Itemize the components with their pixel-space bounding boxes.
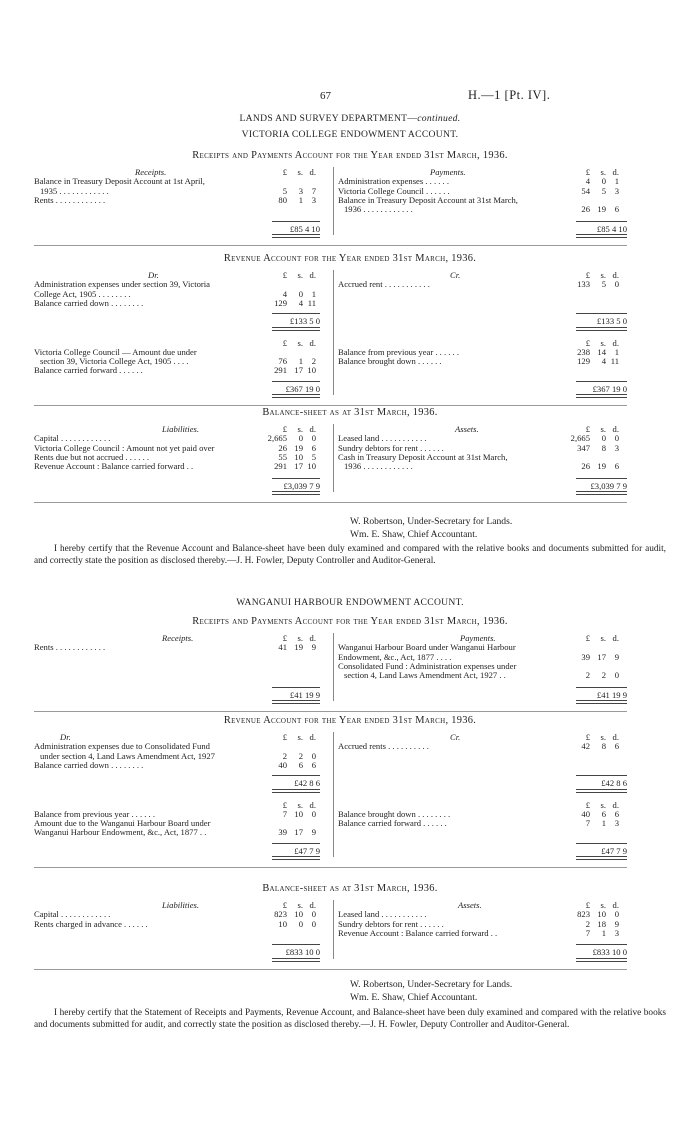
wanganui-rev-a-left-total: £42 8 6	[294, 778, 320, 789]
victoria-bs-left-row-3-pounds: 291	[274, 461, 287, 472]
victoria-rev-left-b-row-2-pence: 10	[307, 365, 316, 376]
victoria-bs-right-row-1-pounds: 347	[577, 442, 590, 453]
victoria-bs-right-sum-rule	[576, 478, 627, 479]
victoria-bs-right-row-1-shillings: 8	[601, 442, 606, 453]
wanganui-rev-left-b-row-0-pence: 0	[311, 808, 316, 819]
wanganui-bs-right-row-0-pounds: 823	[577, 909, 590, 920]
victoria-rp-right-row-1-shillings: 5	[601, 185, 606, 196]
wanganui-rp-right-heading: Payments.	[460, 633, 496, 643]
victoria-rev-divider	[333, 270, 334, 395]
victoria-rp-left-row-1-pence: 7	[311, 185, 316, 196]
wanganui-rev-left-a-row-2-pounds: 40	[278, 759, 287, 770]
victoria-rp-left-sum-rule	[272, 221, 320, 222]
victoria-rev-right-b-row-1-shillings: 4	[601, 356, 606, 367]
victoria-revenue-title: Revenue Account for the Year ended 31st March, 1936.	[223, 253, 477, 264]
victoria-rev-right-col-shillings: s.	[600, 270, 606, 280]
victoria-bs-left-row-3-label: Revenue Account : Balance carried forward . .	[34, 461, 194, 472]
victoria-rev-right-b-row-0-label: Balance from previous year . . . . . .	[338, 346, 459, 357]
wanganui-rp-left-row-0-shillings: 19	[294, 642, 303, 653]
victoria-rev-left-b-row-1-label: section 39, Victoria College Act, 1905 . . . .	[40, 356, 189, 367]
victoria-rp-right-col-pence: d.	[612, 167, 619, 177]
victoria-bs-left-total: £3,039 7 9	[283, 480, 320, 491]
victoria-rp-left-row-2-label: Rents . . . . . . . . . . . .	[34, 194, 106, 205]
victoria-rp-left-row-2-pounds: 80	[278, 194, 287, 205]
wanganui-rev-left-a-row-2-label: Balance carried down . . . . . . . .	[34, 759, 144, 770]
victoria-bs-left-col-pence: d.	[309, 424, 316, 434]
victoria-bs-right-row-1-pence: 3	[614, 442, 619, 453]
wanganui-rev-left-col2-pounds: £	[282, 799, 287, 810]
victoria-rev-left-a-row-1-pence: 1	[311, 288, 316, 299]
wanganui-rev-left-heading: Dr.	[60, 732, 71, 742]
wanganui-bs-right-col-pounds: £	[585, 900, 590, 910]
wanganui-rp-right-row-1-pounds: 39	[581, 651, 590, 662]
victoria-bs-left-row-0-pounds: 2,665	[267, 433, 287, 444]
victoria-bs-right-total-rule	[576, 491, 627, 495]
victoria-rp-right-row-2-label: Balance in Treasury Deposit Account at 31st March,	[338, 194, 518, 205]
victoria-bs-right-row-0-pence: 0	[614, 433, 619, 444]
wanganui-rp-right-total-rule	[576, 700, 627, 704]
victoria-rev-a-left-total-rule	[272, 327, 320, 331]
wanganui-rev-left-col-shillings: s.	[297, 732, 303, 742]
page-number: 67	[320, 90, 331, 102]
wanganui-bs-right-row-1-pounds: 2	[585, 918, 590, 929]
victoria-rp-right-row-0-pence: 1	[614, 176, 619, 187]
wanganui-rev-left-a-row-0-label: Administration expenses due to Consolidated Fund	[34, 741, 210, 752]
wanganui-rp-left-row-0-label: Rents . . . . . . . . . . . .	[34, 642, 106, 653]
wanganui-rev-right-b-row-0-pounds: 40	[581, 808, 590, 819]
victoria-rp-separator	[34, 245, 627, 246]
wanganui-bs-left-total-rule	[272, 958, 320, 962]
wanganui-revenue-title: Revenue Account for the Year ended 31st March, 1936.	[223, 715, 477, 726]
victoria-rev-right-b-row-1-pence: 11	[610, 356, 619, 367]
victoria-audit-certificate: I hereby certify that the Revenue Account and Balance-sheet have been duly examined and compared with the relative books and documents submitted for audit, and correctly state the position as disclosed thereby.—J. H. Fowler, Deputy Controller and Auditor-General.	[34, 544, 666, 567]
victoria-rp-right-row-1-pence: 3	[614, 185, 619, 196]
wanganui-rev-left-b-row-2-pounds: 39	[278, 827, 287, 838]
victoria-bs-right-col-pounds: £	[585, 424, 590, 434]
victoria-bs-left-row-0-label: Capital . . . . . . . . . . . .	[34, 433, 111, 444]
wanganui-bs-right-col-pence: d.	[612, 900, 619, 910]
wanganui-rev-left-a-row-2-shillings: 6	[298, 759, 303, 770]
wanganui-rev-right-a-row-0-label: Accrued rents . . . . . . . . . .	[338, 741, 429, 752]
wanganui-rp-right-col-pence: d.	[612, 633, 619, 643]
wanganui-rp-right-row-1-label: Endowment, &c., Act, 1877 . . . .	[338, 651, 452, 662]
wanganui-rev-right-b-row-0-label: Balance brought down . . . . . . . .	[338, 808, 451, 819]
wanganui-rp-left-heading: Receipts.	[162, 633, 194, 643]
wanganui-rev-b-right-total-rule	[576, 856, 627, 860]
victoria-rev-right-col-pounds: £	[585, 270, 590, 280]
wanganui-rev-left-b-row-0-shillings: 10	[294, 808, 303, 819]
wanganui-rp-right-row-3-pence: 0	[614, 670, 619, 681]
victoria-bs-right-row-1-label: Sundry debtors for rent . . . . . .	[338, 442, 444, 453]
wanganui-rev-left-a-row-1-pounds: 2	[282, 750, 287, 761]
wanganui-rp-right-total: £41 19 9	[596, 689, 627, 700]
victoria-bs-left-row-1-pence: 6	[311, 442, 316, 453]
wanganui-rp-left-total: £41 19 9	[289, 689, 320, 700]
victoria-rev-left-b-row-1-pounds: 76	[278, 356, 287, 367]
wanganui-bs-left-row-1-label: Rents charged in advance . . . . . .	[34, 918, 148, 929]
victoria-rp-right-row-3-pence: 6	[614, 204, 619, 215]
victoria-bs-right-row-2-label: Cash in Treasury Deposit Account at 31st March,	[338, 451, 508, 462]
victoria-rp-left-row-1-label: 1935 . . . . . . . . . . . .	[40, 185, 109, 196]
victoria-rev-right-col2-pence: d.	[612, 337, 619, 348]
wanganui-rp-right-row-3-pounds: 2	[585, 670, 590, 681]
wanganui-rev-left-b-row-2-label: Wanganui Harbour Endowment, &c., Act, 1877 . .	[34, 827, 207, 838]
wanganui-bs-right-row-2-label: Revenue Account : Balance carried forward . .	[338, 927, 498, 938]
victoria-rev-right-col2-shillings: s.	[600, 337, 606, 348]
wanganui-rev-right-col2-pounds: £	[585, 799, 590, 810]
victoria-rev-right-a-row-0-label: Accrued rent . . . . . . . . . . .	[338, 279, 430, 290]
victoria-balance-title: Balance-sheet as at 31st March, 1936.	[262, 407, 438, 418]
wanganui-rp-right-col-shillings: s.	[600, 633, 606, 643]
wanganui-balance-title: Balance-sheet as at 31st March, 1936.	[262, 883, 438, 894]
wanganui-bs-right-row-1-label: Sundry debtors for rent . . . . . .	[338, 918, 444, 929]
victoria-bs-right-row-3-label: 1936 . . . . . . . . . . . .	[344, 461, 413, 472]
wanganui-rev-a-left-sum-rule	[272, 775, 320, 776]
victoria-rev-left-b-row-1-pence: 2	[311, 356, 316, 367]
wanganui-rev-b-right-total: £47 7 9	[601, 845, 627, 856]
victoria-rp-left-total-rule	[272, 234, 320, 238]
wanganui-rev-right-col-pounds: £	[585, 732, 590, 742]
victoria-rp-title: Receipts and Payments Account for the Year ended 31st March, 1936.	[192, 150, 508, 161]
victoria-bs-left-heading: Liabilities.	[162, 424, 200, 434]
victoria-rp-left-heading: Receipts.	[135, 167, 167, 177]
wanganui-bs-left-total: £833 10 0	[285, 947, 320, 958]
department-heading	[0, 113, 700, 124]
victoria-rev-right-b-row-0-shillings: 14	[597, 346, 606, 357]
wanganui-rp-left-sum-rule	[272, 687, 320, 688]
wanganui-bs-right-row-0-label: Leased land . . . . . . . . . . .	[338, 909, 427, 920]
victoria-bs-right-row-3-pounds: 26	[581, 461, 590, 472]
victoria-rp-right-row-0-shillings: 0	[601, 176, 606, 187]
wanganui-rev-right-b-row-1-shillings: 1	[601, 818, 606, 829]
victoria-rp-right-row-1-pounds: 54	[581, 185, 590, 196]
victoria-rev-right-col2-pounds: £	[585, 337, 590, 348]
victoria-bs-right-row-0-shillings: 0	[601, 433, 606, 444]
victoria-rev-b-left-sum-rule	[272, 381, 320, 382]
victoria-rp-right-row-1-label: Victoria College Council . . . . . .	[338, 185, 450, 196]
victoria-rp-left-row-1-shillings: 3	[298, 185, 303, 196]
wanganui-bs-left-col-pence: d.	[309, 900, 316, 910]
victoria-rp-right-row-0-pounds: 4	[585, 176, 590, 187]
wanganui-rev-right-heading: Cr.	[450, 732, 461, 742]
wanganui-bs-right-row-1-pence: 9	[614, 918, 619, 929]
wanganui-rev-left-b-row-2-shillings: 17	[294, 827, 303, 838]
wanganui-bs-right-row-1-shillings: 18	[597, 918, 606, 929]
wanganui-rp-divider	[333, 633, 334, 701]
wanganui-bs-right-row-0-shillings: 10	[597, 909, 606, 920]
wanganui-audit-certificate: I hereby certify that the Statement of Receipts and Payments, Revenue Account, and Balance-sheet have been duly examined and compared with the relative books and documents submitted for audit, and correctly state the position as disclosed thereby.—J. H. Fowler, Deputy Controller and Auditor-General.	[34, 1008, 666, 1031]
wanganui-rev-b-left-sum-rule	[272, 843, 320, 844]
victoria-rp-left-row-2-pence: 3	[311, 194, 316, 205]
victoria-bs-left-row-3-pence: 10	[307, 461, 316, 472]
wanganui-rev-right-b-row-1-pence: 3	[614, 818, 619, 829]
victoria-bs-right-total: £3,039 7 9	[590, 480, 627, 491]
wanganui-bs-left-row-0-label: Capital . . . . . . . . . . . .	[34, 909, 111, 920]
wanganui-bs-divider	[333, 900, 334, 959]
victoria-bs-right-row-0-label: Leased land . . . . . . . . . . .	[338, 433, 427, 444]
victoria-rev-a-right-total: £133 5 0	[596, 316, 627, 327]
wanganui-rev-left-a-row-1-label: under section 4, Land Laws Amendment Act, 1927	[40, 750, 215, 761]
wanganui-bs-left-col-shillings: s.	[297, 900, 303, 910]
wanganui-rev-left-b-row-2-pence: 9	[311, 827, 316, 838]
victoria-rev-right-a-row-0-pence: 0	[614, 279, 619, 290]
victoria-bs-left-row-2-label: Rents due but not accrued . . . . . .	[34, 451, 150, 462]
victoria-rev-left-b-row-2-shillings: 17	[294, 365, 303, 376]
victoria-rev-left-b-row-2-pounds: 291	[274, 365, 287, 376]
wanganui-rev-right-b-row-1-label: Balance carried forward . . . . . .	[338, 818, 447, 829]
wanganui-rev-left-b-row-0-pounds: 7	[282, 808, 287, 819]
wanganui-bs-left-row-0-shillings: 10	[294, 909, 303, 920]
victoria-rev-left-col-pence: d.	[309, 270, 316, 280]
victoria-rp-right-row-3-pounds: 26	[581, 204, 590, 215]
victoria-bs-left-row-2-pounds: 55	[278, 451, 287, 462]
wanganui-rev-right-a-row-0-pounds: 42	[581, 741, 590, 752]
wanganui-rev-right-col-pence: d.	[612, 732, 619, 742]
victoria-rev-a-right-sum-rule	[576, 313, 627, 314]
wanganui-rev-left-col-pounds: £	[282, 732, 287, 742]
victoria-rev-left-col2-pence: d.	[309, 337, 316, 348]
victoria-rev-left-a-row-2-shillings: 4	[298, 297, 303, 308]
victoria-rp-left-row-1-pounds: 5	[282, 185, 287, 196]
wanganui-rp-right-col-pounds: £	[585, 633, 590, 643]
wanganui-bs-left-row-0-pence: 0	[311, 909, 316, 920]
victoria-rev-right-a-row-0-pounds: 133	[577, 279, 590, 290]
victoria-rev-left-heading: Dr.	[148, 270, 159, 280]
victoria-bs-left-total-rule	[272, 491, 320, 495]
victoria-rev-b-right-total-rule	[576, 394, 627, 398]
victoria-rp-right-row-3-label: 1936 . . . . . . . . . . . .	[344, 204, 413, 215]
wanganui-signature-robertson: W. Robertson, Under-Secretary for Lands.	[350, 979, 513, 990]
victoria-bs-left-row-1-label: Victoria College Council : Amount not yet paid over	[34, 442, 215, 453]
victoria-rev-right-heading: Cr.	[450, 270, 461, 280]
victoria-rev-a-right-total-rule	[576, 327, 627, 331]
wanganui-bs-right-row-2-pence: 3	[614, 927, 619, 938]
department-heading-continued: continued.	[417, 113, 461, 124]
victoria-rev-right-b-row-0-pounds: 238	[577, 346, 590, 357]
victoria-rev-left-a-row-2-pounds: 129	[274, 297, 287, 308]
victoria-rev-a-left-sum-rule	[272, 313, 320, 314]
wanganui-rp-left-row-0-pence: 9	[311, 642, 316, 653]
wanganui-bs-right-total: £833 10 0	[592, 947, 627, 958]
victoria-rev-left-b-row-2-label: Balance carried forward . . . . . .	[34, 365, 143, 376]
wanganui-rev-b-left-total: £47 7 9	[294, 845, 320, 856]
victoria-rev-left-a-row-1-pounds: 4	[282, 288, 287, 299]
wanganui-rev-right-b-row-0-shillings: 6	[601, 808, 606, 819]
wanganui-bs-right-total-rule	[576, 958, 627, 962]
victoria-bs-left-row-1-shillings: 19	[294, 442, 303, 453]
wanganui-rev-left-col2-shillings: s.	[297, 799, 303, 810]
victoria-rev-left-a-row-2-label: Balance carried down . . . . . . . .	[34, 297, 144, 308]
wanganui-bs-left-col-pounds: £	[282, 900, 287, 910]
victoria-rev-left-col-pounds: £	[282, 270, 287, 280]
victoria-bs-right-row-0-pounds: 2,665	[570, 433, 590, 444]
victoria-rev-b-left-total: £367 19 0	[285, 383, 320, 394]
wanganui-rp-title: Receipts and Payments Account for the Year ended 31st March, 1936.	[192, 616, 508, 627]
victoria-rp-left-col-shillings: s.	[297, 167, 303, 177]
victoria-rp-right-sum-rule	[576, 221, 627, 222]
victoria-bs-right-col-pence: d.	[612, 424, 619, 434]
wanganui-section-title: WANGANUI HARBOUR ENDOWMENT ACCOUNT.	[236, 597, 464, 608]
wanganui-rp-left-total-rule	[272, 700, 320, 704]
victoria-rev-right-b-row-1-pounds: 129	[577, 356, 590, 367]
victoria-rev-right-col-pence: d.	[612, 270, 619, 280]
wanganui-rp-right-row-3-label: section 4, Land Laws Amendment Act, 1927 . .	[344, 670, 506, 681]
victoria-rev-left-col2-shillings: s.	[297, 337, 303, 348]
wanganui-rev-separator	[34, 867, 627, 868]
wanganui-bs-right-row-0-pence: 0	[614, 909, 619, 920]
wanganui-rev-left-col2-pence: d.	[309, 799, 316, 810]
victoria-rp-right-total-rule	[576, 234, 627, 238]
wanganui-rp-left-row-0-pounds: 41	[278, 642, 287, 653]
victoria-bs-left-row-3-shillings: 17	[294, 461, 303, 472]
wanganui-rp-left-col-shillings: s.	[297, 633, 303, 643]
wanganui-rev-left-b-row-0-label: Balance from previous year . . . . . .	[34, 808, 155, 819]
wanganui-rev-right-a-row-0-pence: 6	[614, 741, 619, 752]
department-heading-text: LANDS AND SURVEY DEPARTMENT—	[239, 113, 418, 124]
wanganui-bs-left-row-1-pence: 0	[311, 918, 316, 929]
victoria-rp-divider	[333, 167, 334, 235]
wanganui-rp-left-col-pence: d.	[309, 633, 316, 643]
victoria-bs-left-col-pounds: £	[282, 424, 287, 434]
victoria-rp-left-total: £85 4 10	[289, 223, 320, 234]
document-reference: H.—1 [Pt. IV].	[468, 88, 551, 102]
wanganui-rp-left-col-pounds: £	[282, 633, 287, 643]
wanganui-bs-right-col-shillings: s.	[600, 900, 606, 910]
wanganui-bs-left-row-1-shillings: 0	[298, 918, 303, 929]
wanganui-rp-right-row-1-shillings: 17	[597, 651, 606, 662]
victoria-bs-right-heading: Assets.	[455, 424, 479, 434]
victoria-bs-left-row-1-pounds: 26	[278, 442, 287, 453]
victoria-bs-left-row-0-shillings: 0	[298, 433, 303, 444]
victoria-rev-separator	[34, 405, 627, 406]
wanganui-rp-right-sum-rule	[576, 687, 627, 688]
victoria-rev-left-a-row-2-pence: 11	[307, 297, 316, 308]
victoria-section-title: VICTORIA COLLEGE ENDOWMENT ACCOUNT.	[241, 129, 459, 140]
victoria-bs-left-col-shillings: s.	[297, 424, 303, 434]
victoria-rp-right-row-0-label: Administration expenses . . . . . .	[338, 176, 449, 187]
wanganui-bs-right-row-2-shillings: 1	[601, 927, 606, 938]
victoria-rev-left-b-row-0-label: Victoria College Council — Amount due under	[34, 346, 197, 357]
wanganui-bs-separator	[34, 969, 627, 970]
wanganui-bs-left-row-1-pounds: 10	[278, 918, 287, 929]
wanganui-rp-right-row-1-pence: 9	[614, 651, 619, 662]
victoria-rp-right-heading: Payments.	[430, 167, 466, 177]
victoria-signature-shaw: Wm. E. Shaw, Chief Accountant.	[350, 529, 478, 540]
victoria-rev-left-b-row-1-shillings: 1	[298, 356, 303, 367]
wanganui-rp-right-row-2-label: Consolidated Fund : Administration expenses under	[338, 660, 517, 671]
victoria-bs-left-row-0-pence: 0	[311, 433, 316, 444]
victoria-rev-a-left-total: £133 5 0	[289, 316, 320, 327]
wanganui-rev-left-a-row-2-pence: 6	[311, 759, 316, 770]
victoria-rev-b-right-total: £367 19 0	[592, 383, 627, 394]
victoria-rev-b-right-sum-rule	[576, 381, 627, 382]
victoria-rp-left-row-2-shillings: 1	[298, 194, 303, 205]
wanganui-rev-b-right-sum-rule	[576, 843, 627, 844]
wanganui-bs-right-row-2-pounds: 7	[585, 927, 590, 938]
wanganui-rev-left-a-row-1-pence: 0	[311, 750, 316, 761]
victoria-rp-left-col-pence: d.	[309, 167, 316, 177]
wanganui-rev-a-right-sum-rule	[576, 775, 627, 776]
wanganui-rev-a-left-total-rule	[272, 789, 320, 793]
victoria-rev-left-a-row-1-label: College Act, 1905 . . . . . . . .	[34, 288, 131, 299]
wanganui-rev-b-left-total-rule	[272, 856, 320, 860]
victoria-bs-right-row-3-shillings: 19	[597, 461, 606, 472]
wanganui-rev-left-b-row-1-label: Amount due to the Wanganui Harbour Board under	[34, 818, 211, 829]
victoria-rev-right-a-row-0-shillings: 5	[601, 279, 606, 290]
victoria-rev-left-col2-pounds: £	[282, 337, 287, 348]
victoria-rp-right-row-3-shillings: 19	[597, 204, 606, 215]
wanganui-rev-divider	[333, 732, 334, 857]
victoria-rp-left-row-0-label: Balance in Treasury Deposit Account at 1st April,	[34, 176, 205, 187]
wanganui-bs-left-heading: Liabilities.	[162, 900, 200, 910]
wanganui-rev-a-right-total: £42 8 6	[601, 778, 627, 789]
wanganui-rev-left-a-row-1-shillings: 2	[298, 750, 303, 761]
victoria-bs-separator	[34, 502, 627, 503]
victoria-bs-right-row-3-pence: 6	[614, 461, 619, 472]
wanganui-rev-right-col-shillings: s.	[600, 732, 606, 742]
wanganui-bs-right-sum-rule	[576, 944, 627, 945]
victoria-rev-b-left-total-rule	[272, 394, 320, 398]
wanganui-rp-right-row-0-label: Wanganui Harbour Board under Wanganui Harbour	[338, 642, 516, 653]
victoria-bs-divider	[333, 424, 334, 492]
victoria-rev-right-b-row-1-label: Balance brought down . . . . . .	[338, 356, 442, 367]
victoria-rev-left-col-shillings: s.	[297, 270, 303, 280]
victoria-rp-right-col-shillings: s.	[600, 167, 606, 177]
wanganui-rev-a-right-total-rule	[576, 789, 627, 793]
wanganui-signature-shaw: Wm. E. Shaw, Chief Accountant.	[350, 992, 478, 1003]
wanganui-rev-right-col2-pence: d.	[612, 799, 619, 810]
victoria-rp-left-col-pounds: £	[282, 167, 287, 177]
wanganui-rev-right-col2-shillings: s.	[600, 799, 606, 810]
victoria-rev-right-b-row-0-pence: 1	[614, 346, 619, 357]
wanganui-bs-right-heading: Assets.	[458, 900, 482, 910]
victoria-rev-left-a-row-1-shillings: 0	[298, 288, 303, 299]
victoria-bs-left-row-2-pence: 5	[311, 451, 316, 462]
victoria-signature-robertson: W. Robertson, Under-Secretary for Lands.	[350, 516, 513, 527]
victoria-bs-left-sum-rule	[272, 478, 320, 479]
wanganui-bs-left-sum-rule	[272, 944, 320, 945]
wanganui-rev-left-col-pence: d.	[309, 732, 316, 742]
wanganui-rev-right-b-row-0-pence: 6	[614, 808, 619, 819]
victoria-bs-left-row-2-shillings: 10	[294, 451, 303, 462]
wanganui-rp-right-row-3-shillings: 2	[601, 670, 606, 681]
victoria-rp-right-col-pounds: £	[585, 167, 590, 177]
wanganui-rev-right-a-row-0-shillings: 8	[601, 741, 606, 752]
victoria-rp-right-total: £85 4 10	[596, 223, 627, 234]
wanganui-rev-right-b-row-1-pounds: 7	[585, 818, 590, 829]
victoria-bs-right-col-shillings: s.	[600, 424, 606, 434]
victoria-rev-left-a-row-0-label: Administration expenses under section 39, Victoria	[34, 279, 210, 290]
wanganui-rp-separator	[34, 711, 627, 712]
wanganui-bs-left-row-0-pounds: 823	[274, 909, 287, 920]
